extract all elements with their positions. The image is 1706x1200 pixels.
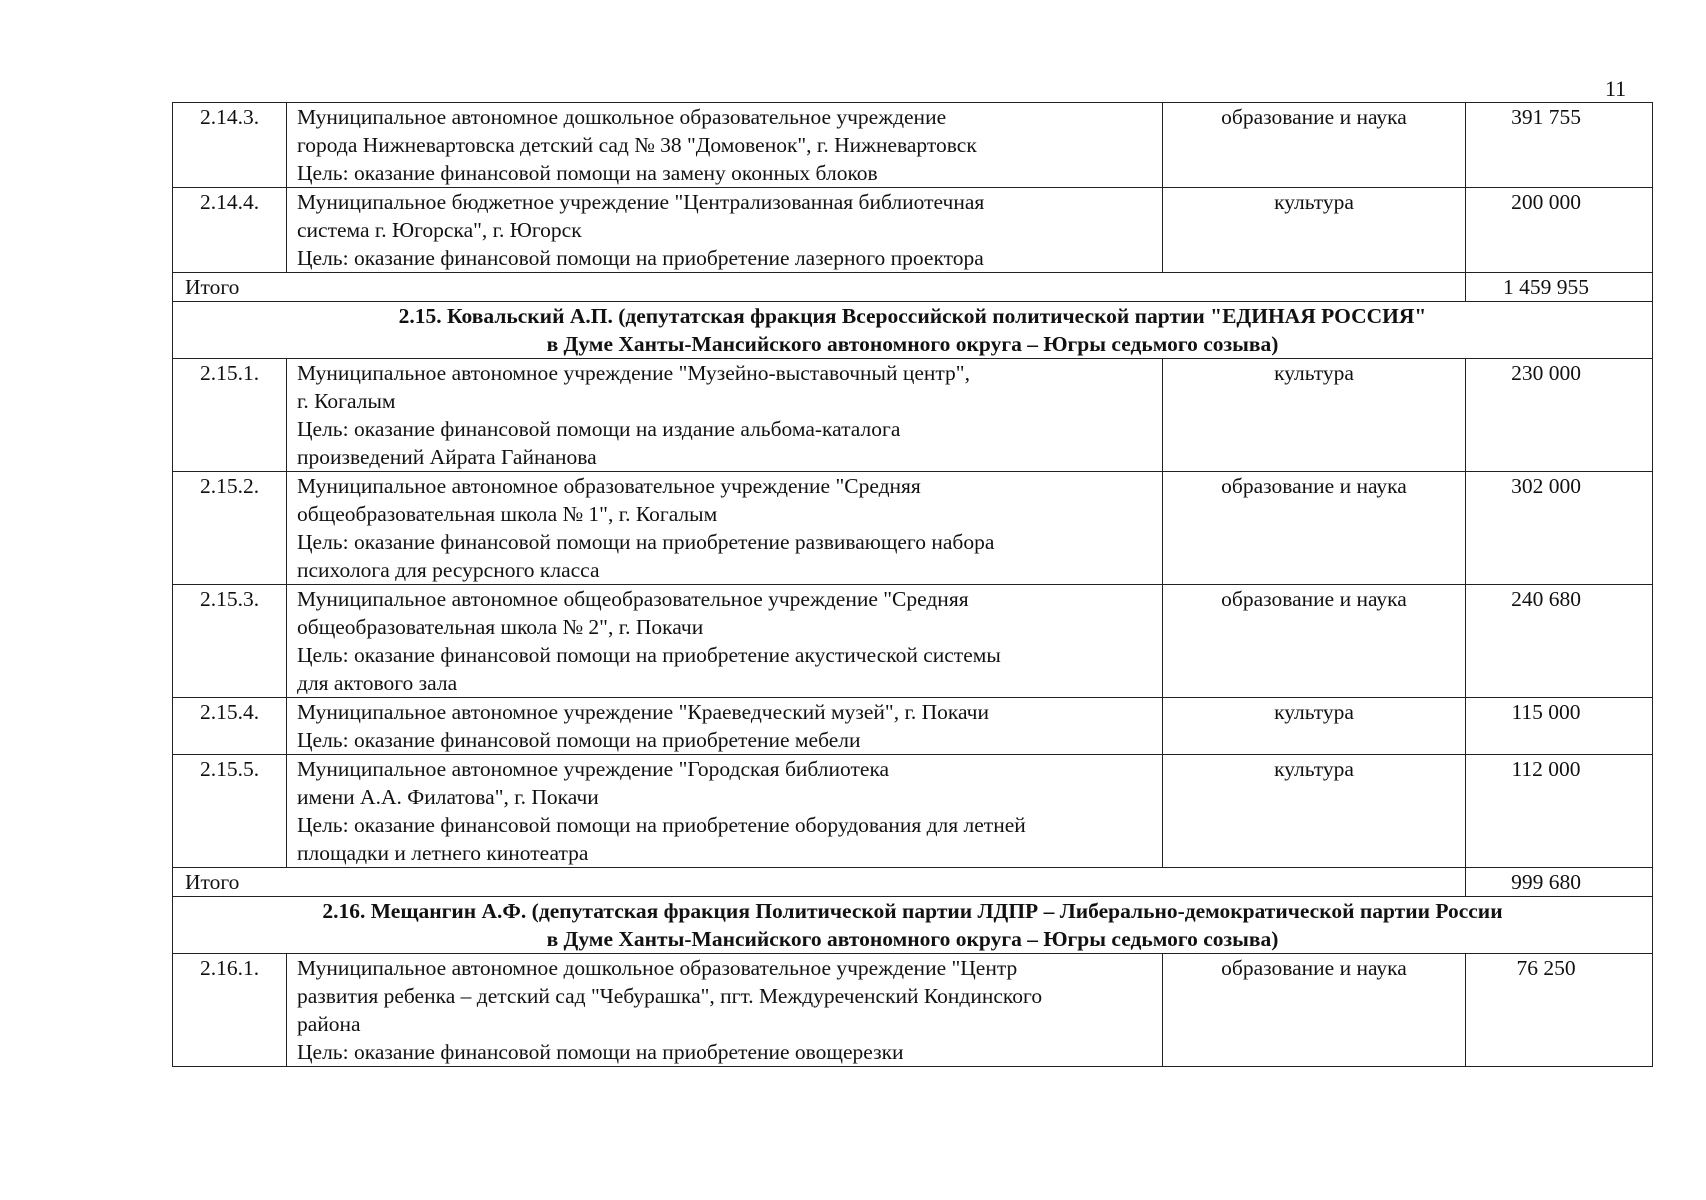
- section-header: [173, 302, 1653, 359]
- table-row: [173, 585, 1653, 698]
- section-header-row: [173, 302, 1653, 359]
- description-line: Муниципальное автономное образовательное учреждение "Средняя: [297, 474, 921, 498]
- description-line: Муниципальное бюджетное учреждение "Централизованная библиотечная: [297, 190, 985, 214]
- total-label: Итого: [173, 273, 1466, 302]
- row-description: [287, 359, 1163, 472]
- table-row: [173, 359, 1653, 472]
- row-number: 2.16.1.: [173, 954, 287, 1067]
- total-row: [173, 868, 1653, 897]
- section-title-line: 2.16. Мещангин А.Ф. (депутатская фракция Политической партии ЛДПР – Либерально-демократической партии России: [322, 899, 1503, 923]
- row-description: [287, 585, 1163, 698]
- row-number: 2.15.1.: [173, 359, 287, 472]
- row-category: образование и наука: [1163, 954, 1466, 1067]
- table-row: [173, 698, 1653, 755]
- section-header-row: [173, 897, 1653, 954]
- description-line: Цель: оказание финансовой помощи на приобретение оборудования для летней: [297, 813, 1026, 837]
- row-number: 2.15.4.: [173, 698, 287, 755]
- description-line: г. Когалым: [297, 389, 396, 413]
- description-line: психолога для ресурсного класса: [297, 558, 600, 582]
- table-row: [173, 188, 1653, 273]
- row-amount: 230 000: [1466, 359, 1653, 472]
- row-category: культура: [1163, 188, 1466, 273]
- row-category: образование и наука: [1163, 585, 1466, 698]
- row-description: [287, 103, 1163, 188]
- description-line: района: [297, 1012, 361, 1036]
- description-line: Цель: оказание финансовой помощи на замену оконных блоков: [297, 161, 878, 185]
- table-row: [173, 472, 1653, 585]
- table-row: [173, 954, 1653, 1067]
- page-number: 11: [1605, 76, 1627, 101]
- row-amount: 112 000: [1466, 755, 1653, 868]
- row-category: культура: [1163, 698, 1466, 755]
- table-row: [173, 755, 1653, 868]
- row-amount: 76 250: [1466, 954, 1653, 1067]
- description-line: Муниципальное автономное учреждение "Краеведческий музей", г. Покачи: [297, 700, 989, 724]
- description-line: Муниципальное автономное учреждение "Городская библиотека: [297, 757, 890, 781]
- row-amount: 200 000: [1466, 188, 1653, 273]
- section-title-line: 2.15. Ковальский А.П. (депутатская фракция Всероссийской политической партии "ЕДИНАЯ РОССИЯ": [398, 304, 1427, 328]
- description-line: для актового зала: [297, 671, 458, 695]
- row-description: [287, 472, 1163, 585]
- description-line: Цель: оказание финансовой помощи на приобретение акустической системы: [297, 643, 1001, 667]
- description-line: Муниципальное автономное общеобразовательное учреждение "Средняя: [297, 587, 969, 611]
- total-amount: 1 459 955: [1466, 273, 1653, 302]
- section-title-line: в Думе Ханты-Мансийского автономного округа – Югры седьмого созыва): [546, 332, 1279, 356]
- row-number: 2.14.3.: [173, 103, 287, 188]
- table-row: [173, 103, 1653, 188]
- description-line: произведений Айрата Гайнанова: [297, 445, 597, 469]
- description-line: Цель: оказание финансовой помощи на приобретение лазерного проектора: [297, 246, 984, 270]
- row-amount: 240 680: [1466, 585, 1653, 698]
- row-amount: 391 755: [1466, 103, 1653, 188]
- section-title-line: в Думе Ханты-Мансийского автономного округа – Югры седьмого созыва): [546, 927, 1279, 951]
- description-line: система г. Югорска", г. Югорск: [297, 218, 582, 242]
- total-row: [173, 273, 1653, 302]
- description-line: Цель: оказание финансовой помощи на приобретение овощерезки: [297, 1040, 904, 1064]
- section-header: [173, 897, 1653, 954]
- row-description: [287, 188, 1163, 273]
- description-line: площадки и летнего кинотеатра: [297, 841, 589, 865]
- description-line: Муниципальное автономное учреждение "Музейно-выставочный центр",: [297, 361, 970, 385]
- row-description: [287, 698, 1163, 755]
- row-amount: 302 000: [1466, 472, 1653, 585]
- row-category: культура: [1163, 755, 1466, 868]
- row-number: 2.15.5.: [173, 755, 287, 868]
- total-amount: 999 680: [1466, 868, 1653, 897]
- description-line: города Нижневартовска детский сад № 38 "Домовенок", г. Нижневартовск: [297, 133, 977, 157]
- row-amount: 115 000: [1466, 698, 1653, 755]
- description-line: Цель: оказание финансовой помощи на приобретение мебели: [297, 728, 861, 752]
- description-line: Муниципальное автономное дошкольное образовательное учреждение "Центр: [297, 956, 1018, 980]
- row-number: 2.15.3.: [173, 585, 287, 698]
- row-number: 2.15.2.: [173, 472, 287, 585]
- description-line: общеобразовательная школа № 2", г. Покачи: [297, 615, 704, 639]
- description-line: Цель: оказание финансовой помощи на издание альбома-каталога: [297, 417, 901, 441]
- description-line: общеобразовательная школа № 1", г. Когалым: [297, 502, 718, 526]
- grants-table: [172, 102, 1653, 1067]
- total-label: Итого: [173, 868, 1466, 897]
- row-description: [287, 755, 1163, 868]
- row-number: 2.14.4.: [173, 188, 287, 273]
- row-description: [287, 954, 1163, 1067]
- description-line: Цель: оказание финансовой помощи на приобретение развивающего набора: [297, 530, 995, 554]
- row-category: образование и наука: [1163, 472, 1466, 585]
- description-line: развития ребенка – детский сад "Чебурашка", пгт. Междуреченский Кондинского: [297, 984, 1043, 1008]
- row-category: культура: [1163, 359, 1466, 472]
- description-line: имени А.А. Филатова", г. Покачи: [297, 785, 599, 809]
- description-line: Муниципальное автономное дошкольное образовательное учреждение: [297, 105, 947, 129]
- row-category: образование и наука: [1163, 103, 1466, 188]
